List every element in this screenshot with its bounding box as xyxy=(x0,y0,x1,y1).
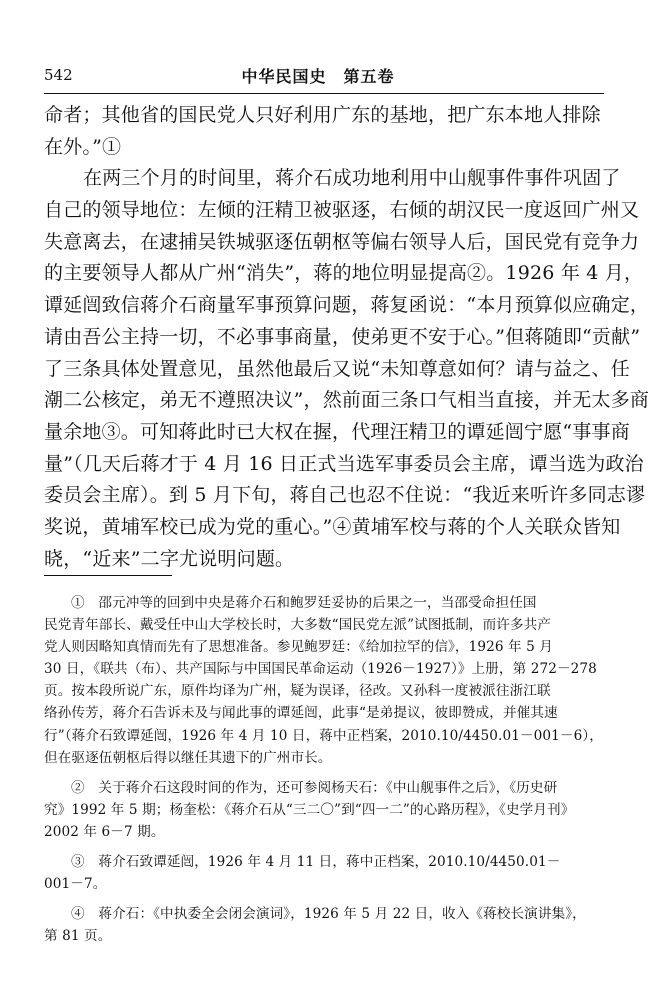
footnote-line: 30 日，《联共（布）、共产国际与中国国民革命运动（1926－1927）》上册，第 272－278 xyxy=(44,661,597,678)
footnote-1 xyxy=(44,592,604,769)
body-line: 量余地③。可知蒋此时已大权在握，代理汪精卫的谭延闿宁愿“事事商 xyxy=(44,420,630,443)
footnote-gap xyxy=(44,895,604,903)
body-text xyxy=(44,100,650,575)
footnote-3 xyxy=(44,851,604,895)
footnote-line: 党人则因略知真情而先有了思想准备。参见鲍罗廷：《给加拉罕的信》，1926 年 5 月 xyxy=(44,639,553,656)
body-line: 的主要领导人都从广州“消失”，蒋的地位明显提高②。1926 年 4 月， xyxy=(44,262,644,285)
footnote-2 xyxy=(44,777,604,843)
body-line: 在两三个月的时间里，蒋介石成功地利用中山舰事件事件巩固了 xyxy=(83,167,621,190)
footnote-line: 络孙传芳，蒋介石告诉未及与闻此事的谭延闿，此事“是弟提议，彼即赞成，并催其速 xyxy=(44,705,558,722)
body-line: 量”（几天后蒋才于 4 月 16 日正式当选军事委员会主席，谭当选为政治 xyxy=(44,452,644,475)
footnote-gap xyxy=(44,769,604,777)
footnote-gap xyxy=(44,843,604,851)
footnote-line: 民党青年部长、戴受任中山大学校长时，大多数“国民党左派”试图抵制，而许多共产 xyxy=(44,617,552,634)
footnote-line: ② 关于蒋介石这段时间的作为，还可参阅杨天石：《中山舰事件之后》，《历史研 xyxy=(71,779,558,796)
body-line: 晓，“近来”二字尤说明问题。 xyxy=(44,547,295,570)
body-line: 命者；其他省的国民党人只好利用广东的基地，把广东本地人排除 xyxy=(44,104,601,126)
body-line: 奖说，黄埔军校已成为党的重心。”④黄埔军校与蒋的个人关联众皆知 xyxy=(44,515,621,538)
header-rule xyxy=(44,93,604,94)
footnote-line: 2002 年 6－7 期。 xyxy=(44,823,165,840)
footnote-line: ④ 蒋介石：《中执委全会闭会演词》，1926 年 5 月 22 日，收入《蒋校长演讲集》， xyxy=(71,906,586,923)
footnote-line: 但在驱逐伍朝枢后得以继任其遗下的广州市长。 xyxy=(44,749,332,766)
body-line: 潮二公核定，弟无不遵照决议”，然前面三条口气相当直接，并无太多商 xyxy=(44,389,650,412)
body-line: 在外。”① xyxy=(44,135,122,158)
footnote-line: 001－7。 xyxy=(44,876,107,893)
body-line: 请由吾公主持一切，不必事事商量，使弟更不安于心。”但蒋随即“贡献” xyxy=(44,325,641,348)
footnote-line: 第 81 页。 xyxy=(44,928,112,945)
footnote-line: 行”（蒋介石致谭延闿，1926 年 4 月 10 日，蒋中正档案，2010.10/4450.01－001－6）， xyxy=(44,727,603,744)
footnote-line: ① 邵元冲等的回到中央是蒋介石和鲍罗廷妥协的后果之一，当邵受命担任国 xyxy=(71,595,537,611)
footnote-rule xyxy=(44,575,172,576)
body-line: 失意离去，在逮捕吴铁城驱逐伍朝枢等偏右领导人后，国民党有竞争力 xyxy=(44,230,640,253)
page-header xyxy=(44,62,592,88)
running-title: 中华民国史 第五卷 xyxy=(241,67,395,86)
body-line: 委员会主席）。到 5 月下旬，蒋自己也忍不住说：“我近来听许多同志谬 xyxy=(44,484,646,507)
body-line: 谭延闿致信蒋介石商量军事预算问题，蒋复函说：“本月预算似应确定， xyxy=(44,294,650,317)
page-number: 542 xyxy=(44,66,73,84)
footnote-line: ③ 蒋介石致谭延闿，1926 年 4 月 11 日，蒋中正档案，2010.10/4450.01－ xyxy=(71,854,561,871)
footnotes xyxy=(44,592,604,947)
footnote-line: 页。按本段所说广东，原件均译为广州，疑为误译，径改。又孙科一度被派往浙江联 xyxy=(44,683,551,700)
body-line: 自己的领导地位：左倾的汪精卫被驱逐，右倾的胡汉民一度返回广州又 xyxy=(44,199,640,222)
footnote-4 xyxy=(44,903,604,947)
footnote-line: 究》1992 年 5 期；杨奎松：《蒋介石从“三二〇”到“四一二”的心路历程》，《史学月刊》 xyxy=(44,801,575,818)
body-line: 了三条具体处置意见，虽然他最后又说“未知尊意如何？请与益之、任 xyxy=(44,357,630,380)
